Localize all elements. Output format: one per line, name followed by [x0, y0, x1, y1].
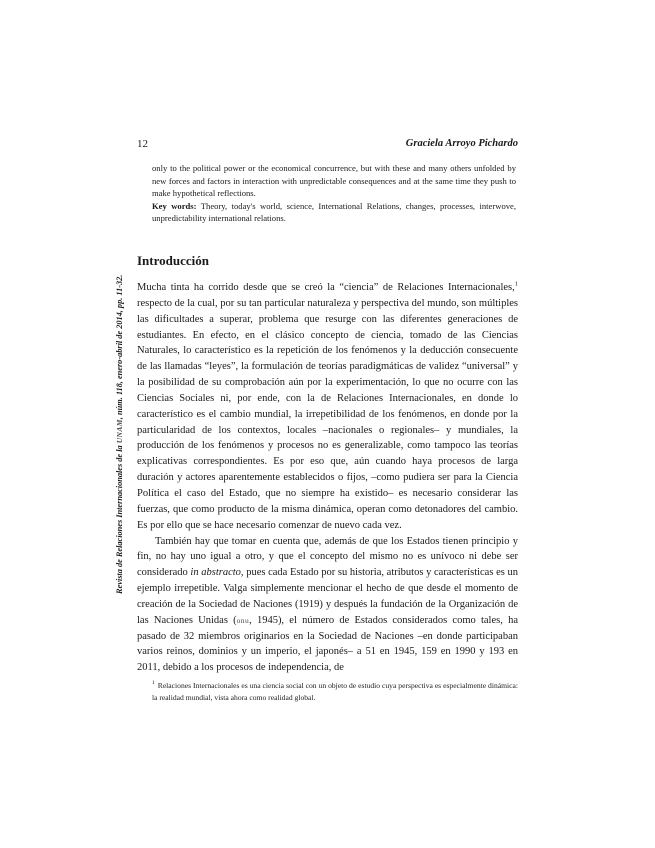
journal-institution: UNAM	[115, 419, 124, 444]
footnote-text: Relaciones Internacionales es una ciencia social con un objeto de estudio cuya perspectiva es especialmente dinámica: la realidad mundial, vista ahora como realidad global.	[152, 681, 518, 702]
paragraph-2-part-b: , pues cada Estado por su historia, atributos y características es un ejemplo irrepetible. Valga simplemente mencionar el hecho de que desde el momento de creación de la Sociedad de Naciones (1919) y después la fundación de la Organización de las Naciones Unidas (	[137, 567, 518, 626]
paragraph-1-rest: respecto de la cual, por su tan particular naturaleza y perspectiva del mundo, son múltiples las dificultades a superar, problema que resurge con las diferentes generaciones de estudiantes. En efecto, en el clásico concepto de ciencia, tomado de las Ciencias Naturales, lo característico es la repetición de los fenómenos y la deducción consecuente de las llamadas “leyes”, la formulación de teorías paradigmáticas de validez “universal” y la posibilidad de su comprobación aún por la experimentación, lo que no ocurre con las Ciencias Sociales ni, por ende, con la de Relaciones Internacionales, en donde lo característico es el cambio mundial, la irrepetibilidad de los fenómenos, en donde por la particularidad de los contextos, locales –nacionales o regionales– y mundiales, la producción de los fenómenos y procesos no es generalizable, como tampoco las teorías explicativas correspondientes. Es por eso que, aún cuando haya procesos de larga duración y actores aparentemente establecidos o fijos, –como pudiera ser para la Ciencia Política el caso del Estado, que no siempre ha existido– es necesario considerar las fuerzas, que como producto de la misma dinámica, operan como detonadores del cambio. Es por ello que se hace necesario comenzar de nuevo cada vez.	[137, 297, 518, 531]
page-number: 12	[137, 138, 148, 150]
footnote	[152, 680, 518, 703]
paragraph-2-part-a: También hay que tomar en cuenta que, además de que los Estados tienen principio y fin, no hay uno igual a otro, y que el concepto del mismo no es unívoco ni debe ser considerado	[137, 535, 518, 579]
paragraph-1	[137, 280, 518, 534]
body-text	[137, 280, 518, 676]
journal-issue-details: , núm. 118, enero-abril de 2014, pp. 11-32.	[115, 274, 124, 420]
running-head-author: Graciela Arroyo Pichardo	[405, 138, 518, 149]
journal-citation-vertical	[115, 275, 124, 594]
abstract-text: only to the political power or the economical concurrence, but with these and many others unfolded by new forces and factors in interaction with unpredictable consequences and at the same time they push to make hypothetical reflections.	[152, 163, 516, 199]
acronym-onu: onu	[236, 615, 250, 625]
footnote-mark: 1	[152, 680, 155, 687]
paragraph-1-start: Mucha tinta ha corrido desde que se creó la “ciencia” de Relaciones Internacionales,	[137, 282, 515, 293]
keywords-line	[152, 200, 516, 225]
keywords-list: Theory, today's world, science, International Relations, changes, processes, interwove, unpredictability international relations.	[152, 200, 516, 224]
footnote-reference[interactable]: 1	[514, 280, 518, 288]
section-heading: Introducción	[137, 253, 209, 268]
keywords-label: Key words:	[152, 200, 197, 211]
english-abstract	[152, 162, 516, 225]
italic-term: in abstracto	[190, 567, 241, 579]
journal-name: Revista de Relaciones Internacionales de la	[115, 445, 124, 594]
paragraph-2	[137, 534, 518, 677]
paragraph-2-part-c: , 1945), el número de Estados considerados como tales, ha pasado de 32 miembros originarios en la Sociedad de Naciones –en donde participaban varios reinos, dominios y un imperio, el japonés– a 51 en 1945, 159 en 1990 y 193 en 2011, debido a los procesos de independencia, de	[137, 614, 518, 674]
